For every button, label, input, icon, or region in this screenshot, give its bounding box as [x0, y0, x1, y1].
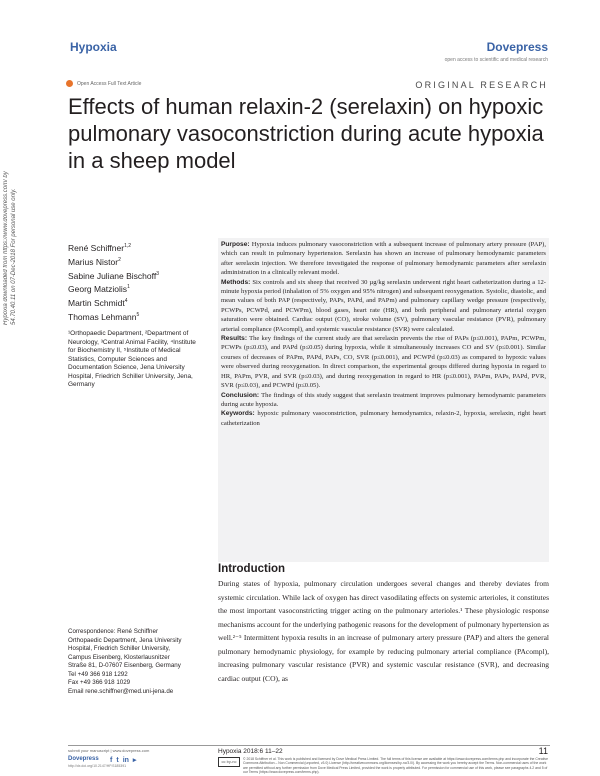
footer-divider: [68, 745, 550, 746]
author: Marius Nistor$^2$: [68, 256, 121, 267]
facebook-icon[interactable]: f: [110, 756, 113, 764]
article-section: ORIGINAL RESEARCH: [415, 80, 548, 90]
abstract-methods: Methods: Six controls and six sheep that received 30 µg/kg serelaxin underwent right heart catheterization during a 12-minute hypoxia period (inhalation of 5% oxygen and 95% nitrogen) and subsequent reoxygenation. Systolic, diastolic, and mean values of both PAP (respectively, PAPs, PAPd, and PAPm) and pulmonary capillary wedge pressure (respectively, PCWPs, PCWPd, and PCWPm), blood gases, heart rate (HR), and both peripheral and pulmonary arterial oxygen saturation were obtained. Cardiac output (CO), stroke volume (SV), pulmonary vascular resistance (PVR), pulmonary arterial compliance (PAcompl), and systemic vascular resistance (SVR) were calculated.: [221, 278, 546, 333]
social-icons: [110, 756, 136, 764]
submit-link[interactable]: submit your manuscript | www.dovepress.com: [68, 748, 150, 753]
introduction-heading: Introduction: [218, 563, 286, 575]
abstract-box: [218, 238, 549, 562]
abstract-results: Results: The key findings of the current study are that serelaxin prevents the rise of PAPs (p≤0.001), PAPm, PCWPm, PCWPs (p≤0.03), and PAPd (p≤0.05) during hypoxia, while it simultaneously increases CO and SV (p≤0.001). Similar courses of decreases of PAPm, PAPd, PAPs, CO, SVR (p≤0.001), and PCWPd (p≤0.03) as compared to hypoxic values were observed during reoxygenation. In direct comparison, the experimental groups differed during hypoxia in regard to HR, PAPm, PVR, and SVR (p≤0.03), and during reoxygenation in regard to HR (p≤0.001), PAPm, PAPs, PAPd, PVR, SVR (p≤0.03), and PCWPd (p≤0.05).: [221, 335, 547, 390]
cc-license-icon[interactable]: cc by-nc: [218, 757, 240, 767]
author: Martin Schmidt$^4$: [68, 298, 128, 309]
affiliations: ¹Orthopaedic Department, ²Department of Neurology, ³Central Animal Facility, ⁴Institute for Biochemistry II, ⁵Institute of Medical Statistics, Computer Sciences and Documentation Science, Jena University Hospital, Friedrich Schiller University, Jena, Germany: [68, 330, 196, 388]
license-text: © 2018 Schiffner et al. This work is published and licensed by Dove Medical Press Limited. The full terms of this license are available at https://www.dovepress.com/terms.php and incorporate the Creative Commons Attribution – Non Commercial (unported, v3.0) License (http://creativecommons.org/licenses/by-nc/3.0/). By accessing the work you hereby accept the Terms. Non-commercial uses of the work are permitted without any further permission from Dove Medical Press Limited, provided the work is properly attributed. For permission for commercial use of this work, please see paragraphs 4.2 and 5 of our Terms (https://www.dovepress.com/terms.php).: [243, 757, 548, 774]
open-access-label: [66, 80, 141, 87]
journal-citation: Hypoxia 2018:6 11–22: [218, 748, 283, 755]
share-icon[interactable]: ▸: [132, 757, 137, 764]
footer-publisher[interactable]: Dovepress: [68, 756, 99, 762]
correspondence: Correspondence: René Schiffner Orthopaedic Department, Jena University Hospital, Friedrich Schiller University, Campus Eisenberg, Klosterlausnitzer Straße 81, D-07607 Eisenberg, Germany Tel +49 366 918 1292 Fax +49 366 918 1029 Email rene.schiffner@med.uni-jena.de: [68, 628, 198, 696]
author: Georg Matziolis$^1$: [68, 284, 130, 295]
twitter-icon[interactable]: t: [116, 756, 119, 764]
page-number: 11: [538, 746, 548, 756]
author: Sabine Juliane Bischoff$^3$: [68, 270, 159, 281]
author: René Schiffner$^{1,2}$: [68, 242, 132, 253]
introduction-text: During states of hypoxia, pulmonary circulation undergoes several changes and thereby deviates from systemic circulation. While lack of oxygen has direct vasodilating effects on systemic arterioles, it constitutes the most important vasoconstricting trigger acting on the pulmonary arterioles.¹ These physiologic response mechanisms account for the underlying pathogenic reasons for the development of pulmonary hypertension as well.²⁻⁵ Intermittent hypoxia results in an increase of pulmonary artery pressure (PAP) and alters the general pulmonary hemodynamic physiology, for example by reducing pulmonary arterial compliance (PAcompl), increasing pulmonary vascular resistance (PVR) and systemic vascular resistance (SVR), and decreasing cardiac output (CO), as: [218, 579, 549, 683]
download-note: Hypoxia downloaded from https://www.dovepress.com/ by 54.70.40.11 on 07-Dec-2018 For personal use only.: [3, 171, 17, 325]
abstract-purpose: Purpose: Hypoxia induces pulmonary vasoconstriction with a subsequent increase of pulmonary artery pressure (PAP), which can result in pulmonary hypertension. Serelaxin has shown an increase of pulmonary hemodynamic parameters after serelaxin injection. We therefore investigated the response of pulmonary hemodynamic parameters after serelaxin administration in a clinically relevant model.: [221, 241, 546, 277]
journal-name: Hypoxia: [70, 40, 117, 54]
open-access-text: Open Access Full Text Article: [77, 80, 142, 87]
author-list: [68, 240, 159, 323]
publisher-tagline: open access to scientific and medical research: [444, 57, 548, 63]
doi-link[interactable]: http://dx.doi.org/10.2147/HP.S185391: [68, 764, 127, 768]
publisher-logo[interactable]: Dovepress: [486, 40, 548, 54]
correspondence-email[interactable]: Email rene.schiffner@med.uni-jena.de: [68, 687, 174, 695]
license-notice: [218, 757, 550, 774]
article-title: Effects of human relaxin-2 (serelaxin) on hypoxic pulmonary vasoconstriction during acute hypoxia in a sheep model: [68, 94, 544, 173]
linkedin-icon[interactable]: in: [122, 756, 129, 764]
open-access-icon: [66, 80, 73, 87]
abstract-conclusion: Conclusion: The findings of this study suggest that serelaxin treatment improves pulmonary hemodynamic parameters during acute hypoxia.: [221, 391, 547, 408]
abstract-keywords: Keywords: hypoxic pulmonary vasoconstriction, pulmonary hemodynamics, relaxin-2, hypoxia, serelaxin, right heart catheterization: [221, 410, 546, 427]
author: Thomas Lehmann$^5$: [68, 311, 140, 322]
